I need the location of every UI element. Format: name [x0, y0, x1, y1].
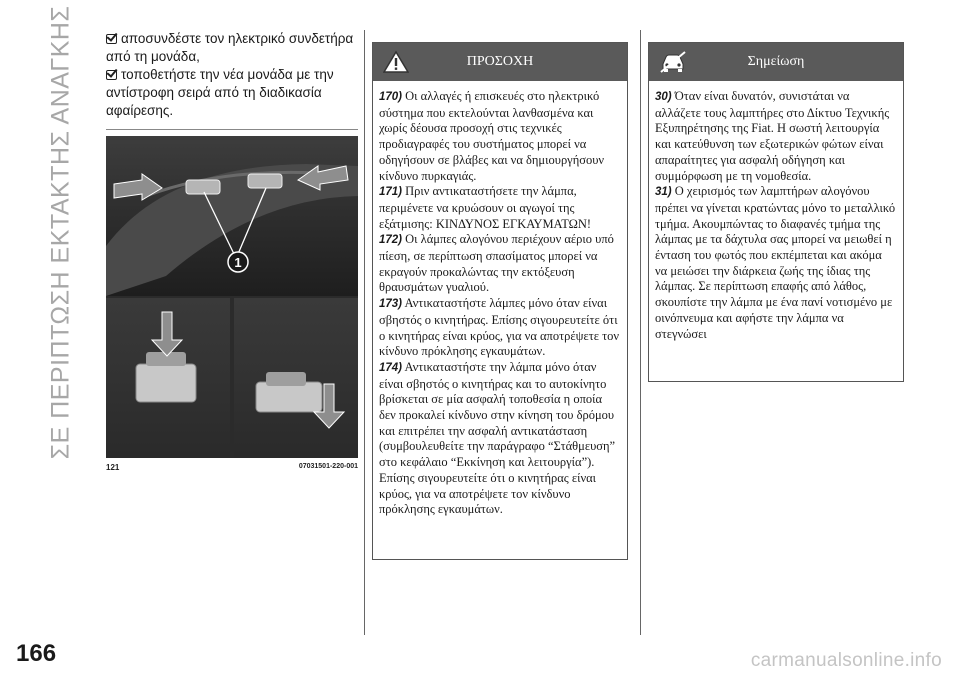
note-item: 174) Αντικαταστήστε την λάμπα μόνο όταν είναι σβηστός ο κινητήρας και το αυτοκίνητο βρίσκεται σε μία ασφαλή τοποθεσία η οποία δεν προκαλεί κίνδυνο στην κίνηση του δρόμου και επιτρέπει την ασφαλή αντικατάσταση (συμβουλευθείτε την παράγραφο “Στάθμευση” στο κεφάλαιο “Εκκίνηση και λειτουργία”). Επίσης σιγουρευτείτε ότι ο κινητήρας είναι κρύος, για να αποτρέψετε τον κίνδυνο πρόκλησης εγκαυμάτων.: [379, 359, 616, 517]
figure-number: 121: [106, 463, 120, 472]
divider: [106, 129, 358, 130]
warning-triangle-icon: [383, 50, 409, 79]
note-box-header: [649, 43, 903, 81]
note-item: 171) Πριν αντικαταστήσετε την λάμπα, περιμένετε να κρυώσουν οι αγωγοί της εξάτμισης: ΚΙΝΔΥΝΟΣ ΕΓΚΑΥΜΑΤΩΝ!: [379, 184, 592, 231]
note-item: 172) Οι λάμπες αλογόνου περιέχουν αέριο υπό πίεση, σε περίπτωση σπασίματος μπορεί να εκραγούν προκαλώντας την εκτόξευση θραυσμάτων γυαλιού.: [379, 232, 614, 295]
note-item: 31) Ο χειρισμός των λαμπτήρων αλογόνου πρέπει να γίνεται κρατώντας μόνο το μεταλλικό τμήμα. Ακουμπώντας το διαφανές τμήμα της λάμπας με τα δάχτυλα σας μπορεί να μειωθεί η ένταση του φωτός που εκπέμπεται και ακόμα να μειώσει την διάρκεια ζωής της ίδιας της λάμπας. Σε περίπτωση επαφής από λάθος, σκουπίστε την λάμπα με ένα πανί νοτισμένο με οινόπνευμα και αφήστε την λάμπα να στεγνώσει: [655, 184, 896, 341]
column-divider: [640, 30, 641, 635]
note-box: [648, 42, 904, 382]
instruction-steps: [106, 30, 358, 120]
figure-code: 07031501-220-001: [298, 463, 358, 470]
watermark-text: carmanualsonline.info: [750, 650, 942, 671]
step-item: [106, 66, 358, 120]
warning-box-header: [373, 43, 627, 81]
note-box-title: Σημείωση: [747, 54, 805, 69]
warning-box: [372, 42, 628, 560]
lamp-replacement-figure: [106, 136, 358, 458]
section-title-vertical: [44, 5, 78, 459]
note-item: 30) Όταν είναι δυνατόν, συνιστάται να αλλάζετε τους λαμπτήρες στο Δίκτυο Τεχνικής Εξυπηρέτησης της Fiat. Η σωστή λειτουργία και κατεύθυνση των εξωτερικών φώτων είναι απαραίτητες για ασφαλή οδήγηση και συμμόρφωση με τη νομοθεσία.: [655, 89, 890, 183]
page-number: 166: [16, 640, 57, 667]
warning-notes: [373, 81, 627, 526]
figure-callout-label: 1: [234, 255, 242, 270]
info-notes: [649, 81, 903, 350]
checkbox-bullet-icon: [106, 34, 117, 44]
note-item: 170) Οι αλλαγές ή επισκευές στο ηλεκτρικό σύστημα που εκτελούνται λανθασμένα και χωρίς δέουσα προσοχή στις τεχνικές προδιαγραφές του συστήματος μπορεί να οδηγήσουν σε βλάβες και να δημιουργήσουν κίνδυνο πυρκαγιάς.: [379, 89, 605, 183]
section-title: ΣΕ ΠΕΡΙΠΤΩΣΗ ΕΚΤΑΚΤΗΣ ΑΝΑΓΚΗΣ: [46, 5, 75, 459]
checkbox-bullet-icon: [106, 70, 117, 80]
figure-illustration: [106, 136, 358, 458]
column-divider: [364, 30, 365, 635]
car-note-icon: [659, 50, 687, 79]
step-item: [106, 30, 358, 66]
step-text: τοποθετήστε την νέα μονάδα με την αντίστροφη σειρά από τη διαδικασία αφαίρεσης.: [106, 67, 334, 118]
warning-box-title: ΠΡΟΣΟΧΗ: [466, 54, 534, 69]
step-text: αποσυνδέστε τον ηλεκτρικό συνδετήρα από τη μονάδα,: [106, 31, 354, 64]
note-item: 173) Αντικαταστήστε λάμπες μόνο όταν είναι σβηστός ο κινητήρας. Επίσης σιγουρευτείτε ότι ο κινητήρας είναι κρύος, για να αποτρέψετε τον κίνδυνο πρόκλησης εγκαυμάτων.: [379, 296, 620, 359]
